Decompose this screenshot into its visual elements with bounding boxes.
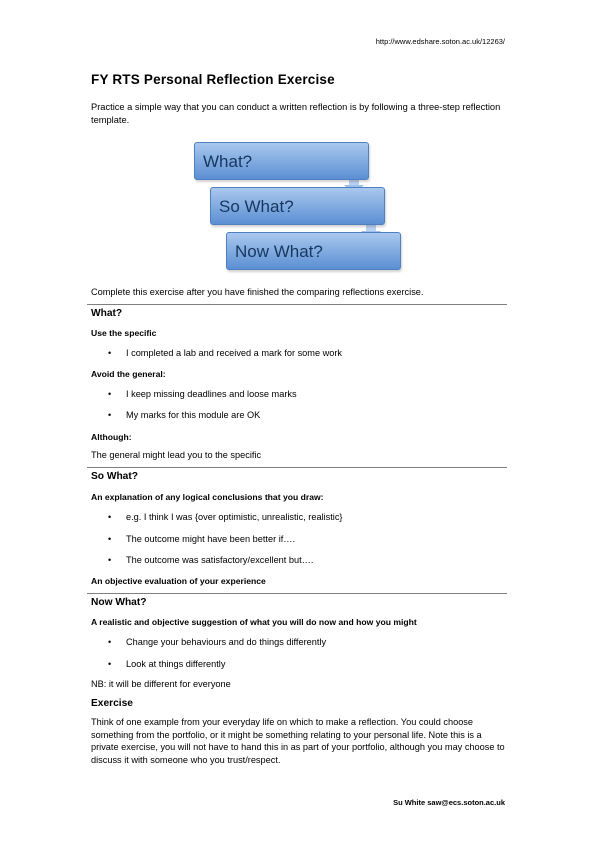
footer-author: Su White saw@ecs.soton.ac.uk xyxy=(393,798,505,807)
now-what-heading: Now What? xyxy=(91,597,147,608)
what-heading: What? xyxy=(91,308,123,319)
although-text: The general might lead you to the specific xyxy=(91,450,262,460)
list-item: • Look at things differently xyxy=(108,659,226,669)
list-item: • Change your behaviours and do things differently xyxy=(108,637,327,647)
list-item: • The outcome was satisfactory/excellent but…. xyxy=(108,555,314,565)
divider xyxy=(87,593,507,594)
use-specific-label: Use the specific xyxy=(91,328,157,338)
diagram-step-now-what: Now What? xyxy=(226,232,401,270)
header-url: http://www.edshare.soton.ac.uk/12263/ xyxy=(375,37,505,46)
list-item: • e.g. I think I was {over optimistic, unrealistic, realistic} xyxy=(108,512,343,522)
list-item: • The outcome might have been better if…. xyxy=(108,534,296,544)
exercise-heading: Exercise xyxy=(91,698,133,709)
list-item: • I completed a lab and received a mark for some work xyxy=(108,348,343,358)
so-what-heading: So What? xyxy=(91,471,138,482)
divider xyxy=(87,467,507,468)
intro-text: Practice a simple way that you can conduct a written reflection is by following a three-step reflection template. xyxy=(91,102,501,125)
now-what-label: A realistic and objective suggestion of what you will do now and how you might xyxy=(91,617,417,627)
instruction-text: Complete this exercise after you have finished the comparing reflections exercise. xyxy=(91,287,424,297)
note-text: NB: it will be different for everyone xyxy=(91,679,231,689)
although-label: Although: xyxy=(91,432,132,442)
objective-evaluation-label: An objective evaluation of your experience xyxy=(91,576,266,586)
list-item: • My marks for this module are OK xyxy=(108,410,261,420)
avoid-general-label: Avoid the general: xyxy=(91,369,166,379)
so-what-label: An explanation of any logical conclusions that you draw: xyxy=(91,492,324,502)
divider xyxy=(87,304,507,305)
diagram-step-so-what: So What? xyxy=(210,187,385,225)
exercise-text: Think of one example from your everyday life on which to make a reflection. You could choose something from the portfolio, or it might be something relating to your personal life. Note this is a private exercise, you will not have to hand this in as part of your portfolio, although you may choose to discuss it with someone who you trust/respect. xyxy=(91,717,505,765)
page-title: FY RTS Personal Reflection Exercise xyxy=(91,72,335,87)
list-item: • I keep missing deadlines and loose marks xyxy=(108,389,297,399)
diagram-step-what: What? xyxy=(194,142,369,180)
